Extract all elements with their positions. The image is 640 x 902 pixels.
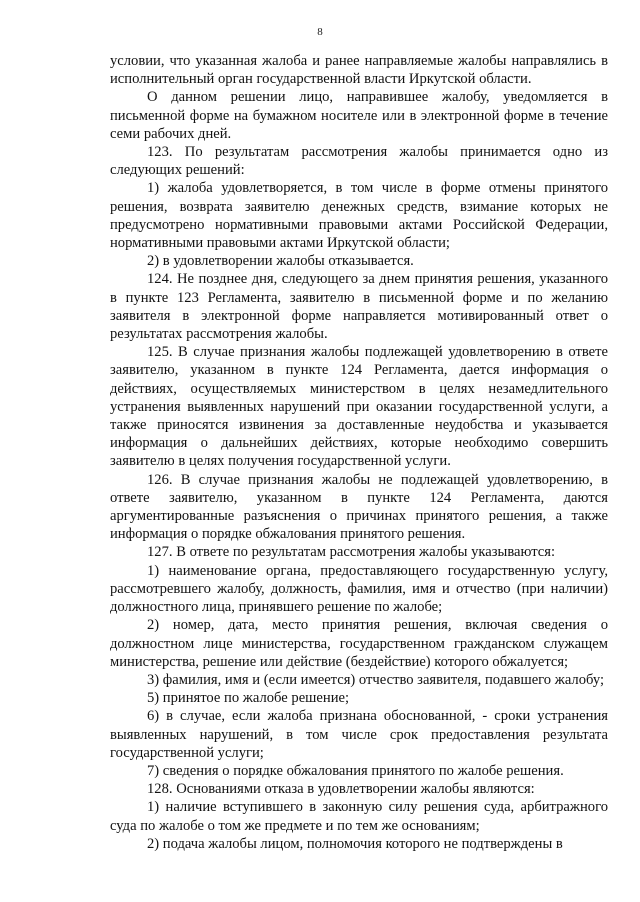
document-body [110, 52, 608, 853]
paragraph-127-item-3: 3) фамилия, имя и (если имеется) отчество заявителя, подавшего жалобу; [147, 671, 605, 688]
paragraph-123-item-1: 1) жалоба удовлетворяется, в том числе в форме отмены принятого решения, возврата заявителю денежных средств, взимание которых не предусмотрено нормативными правовыми актами Российской Федерации, нормативными правовыми актами Иркутской области; [110, 180, 608, 252]
paragraph-128-item-2: 2) подача жалобы лицом, полномочия которого не подтверждены в [147, 835, 563, 852]
paragraph-128-item-1: 1) наличие вступившего в законную силу решения суда, арбитражного суда по жалобе о том же предмете и по тем же основаниям; [110, 799, 608, 834]
paragraph-127-item-7: 7) сведения о порядке обжалования принятого по жалобе решения. [147, 762, 564, 779]
page-number: 8 [317, 26, 323, 38]
paragraph-126: 126. В случае признания жалобы не подлежащей удовлетворению, в ответе заявителю, указанном в пункте 124 Регламента, даются аргументированные разъяснения о причинах принятого решения, а также информация о порядке обжалования принятого решения. [110, 471, 608, 543]
paragraph-125: 125. В случае признания жалобы подлежащей удовлетворению в ответе заявителю, указанном в пункте 124 Регламента, дается информация о действиях, осуществляемых министерством в целях незамедлительного устранения выявленных нарушений при оказании государственной услуги, а также приносятся извинения за доставленные неудобства и указывается информация о дальнейших действиях, которые необходимо совершить заявителю в целях получения государственной услуги. [110, 344, 608, 470]
paragraph-128: 128. Основаниями отказа в удовлетворении жалобы являются: [147, 781, 535, 798]
paragraph-124: 124. Не позднее дня, следующего за днем принятия решения, указанного в пункте 123 Регламента, заявителю в письменной форме и по желанию заявителя в электронной форме направляется мотивированный ответ о результатах рассмотрения жалобы. [110, 271, 608, 343]
paragraph-123-item-2: 2) в удовлетворении жалобы отказывается. [147, 253, 414, 270]
paragraph-123: 123. По результатам рассмотрения жалобы принимается одно из следующих решений: [110, 144, 608, 179]
paragraph-continuation: условии, что указанная жалоба и ранее направляемые жалобы направлялись в исполнительный орган государственной власти Иркутской области. [110, 53, 608, 88]
paragraph-127-item-6: 6) в случае, если жалоба признана обоснованной, - сроки устранения выявленных нарушений, в том числе срок предоставления результата государственной услуги; [110, 708, 608, 761]
paragraph-127-item-1: 1) наименование органа, предоставляющего государственную услугу, рассмотревшего жалобу, должность, фамилия, имя и отчество (при наличии) должностного лица, принявшего решение по жалобе; [110, 562, 608, 616]
paragraph-127-item-2: 2) номер, дата, место принятия решения, включая сведения о должностном лице министерства, государственном гражданском служащем министерства, решение или действие (бездействие) которого обжалуется; [110, 617, 608, 670]
paragraph-127-item-5: 5) принятое по жалобе решение; [147, 690, 350, 707]
paragraph-notification: О данном решении лицо, направившее жалобу, уведомляется в письменной форме на бумажном носителе или в электронной форме в течение семи рабочих дней. [110, 89, 608, 142]
paragraph-127: 127. В ответе по результатам рассмотрения жалобы указываются: [147, 544, 556, 561]
